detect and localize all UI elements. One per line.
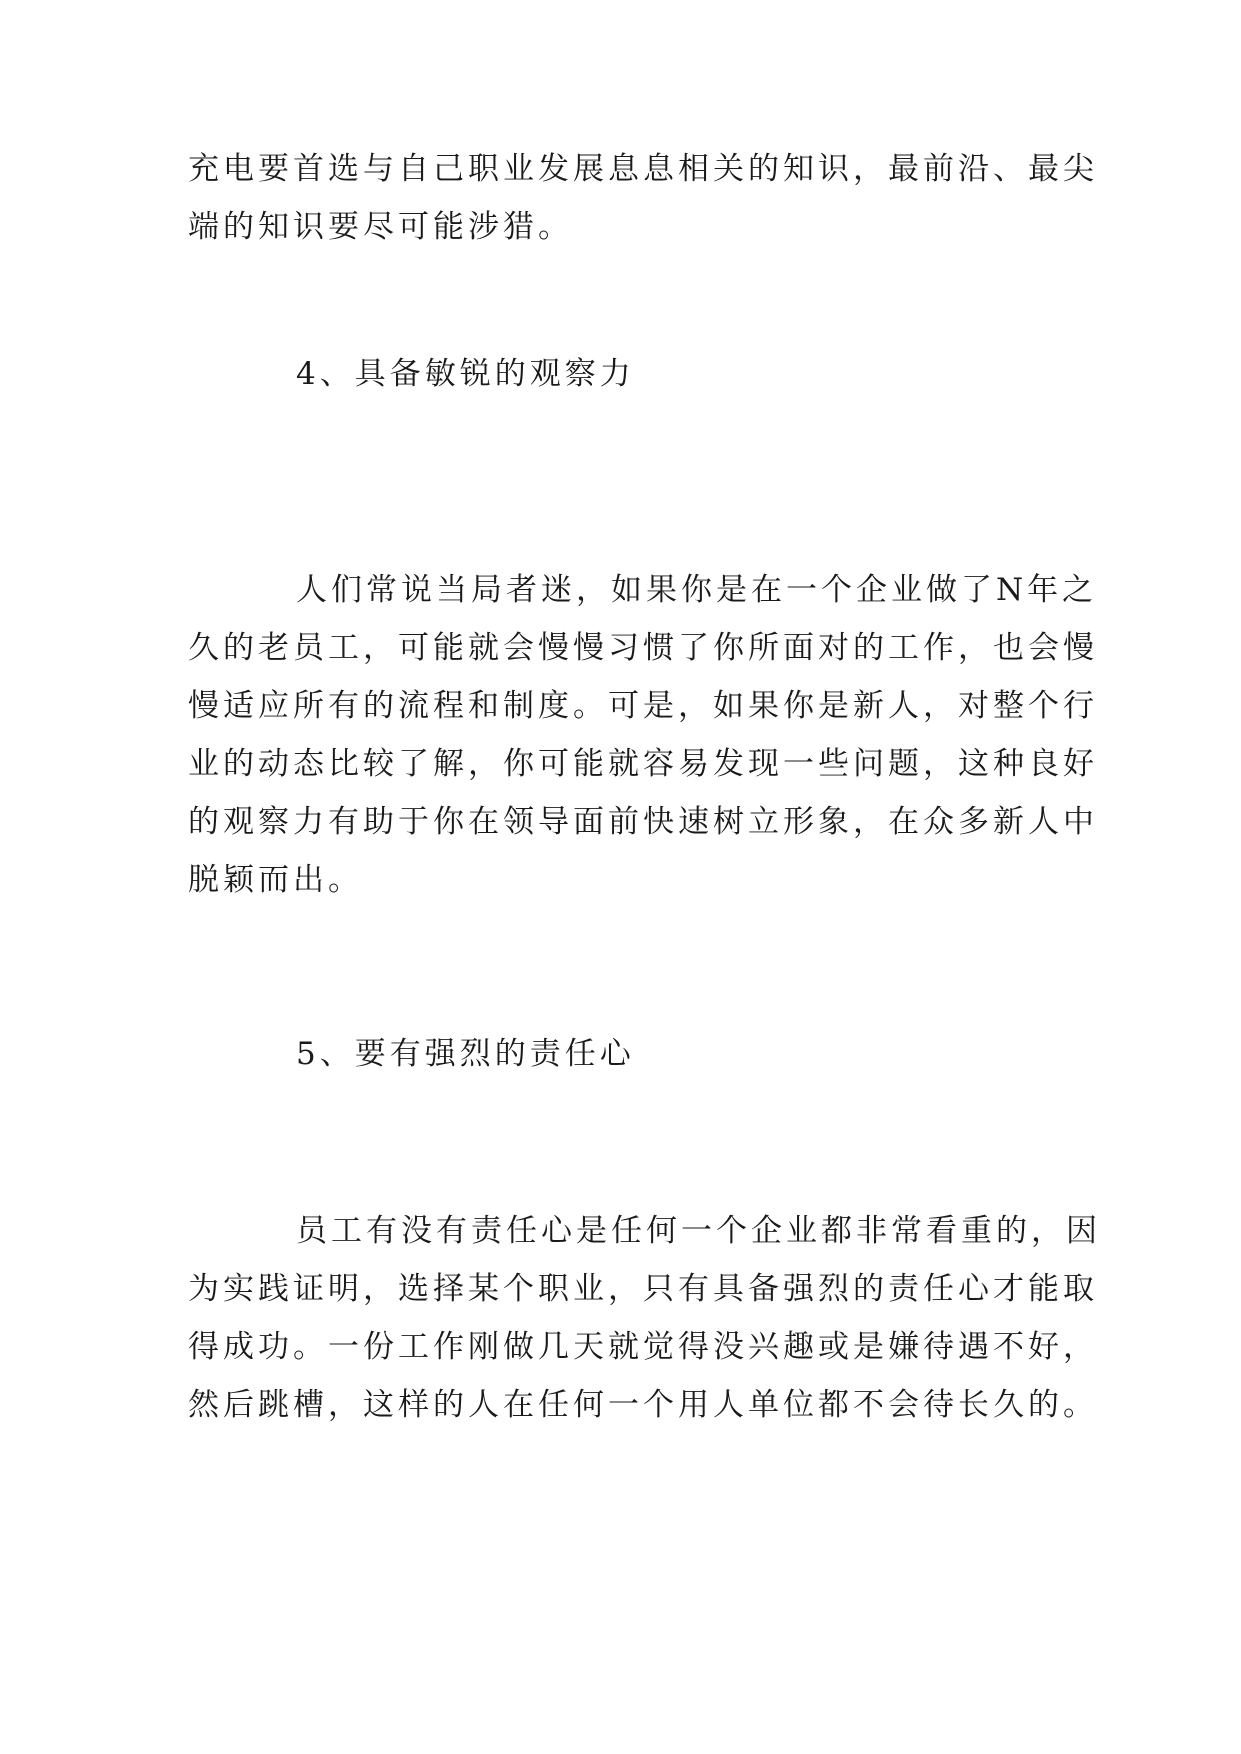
paragraph-line: 得成功。一份工作刚做几天就觉得没兴趣或是嫌待遇不好， — [188, 1329, 1098, 1365]
paragraph-observation — [188, 561, 1098, 909]
heading-text: 4、具备敏锐的观察力 — [296, 356, 635, 392]
paragraph-line: 久的老员工，可能就会慢慢习惯了你所面对的工作，也会慢 — [188, 630, 1098, 666]
heading-text: 5、要有强烈的责任心 — [296, 1036, 635, 1072]
paragraph-line: 的观察力有助于你在领导面前快速树立形象，在众多新人中 — [188, 804, 1098, 840]
paragraph-line: 充电要首选与自己职业发展息息相关的知识，最前沿、最尖 — [188, 151, 1098, 187]
paragraph-line: 端的知识要尽可能涉猎。 — [188, 209, 573, 245]
paragraph-line: 为实践证明，选择某个职业，只有具备强烈的责任心才能取 — [188, 1271, 1098, 1307]
paragraph-line: 然后跳槽，这样的人在任何一个用人单位都不会待长久的。 — [188, 1387, 1098, 1423]
section-heading-observation — [188, 345, 1058, 403]
paragraph-line: 脱颖而出。 — [188, 862, 363, 898]
paragraph-responsibility — [188, 1202, 1101, 1434]
paragraph-knowledge-continuation — [188, 140, 1098, 256]
paragraph-line: 慢适应所有的流程和制度。可是，如果你是新人，对整个行 — [188, 688, 1098, 724]
paragraph-line: 人们常说当局者迷，如果你是在一个企业做了N年之 — [296, 572, 1098, 608]
section-heading-responsibility — [188, 1025, 1058, 1083]
paragraph-line: 员工有没有责任心是任何一个企业都非常看重的，因 — [296, 1213, 1101, 1249]
paragraph-line: 业的动态比较了解，你可能就容易发现一些问题，这种良好 — [188, 746, 1098, 782]
